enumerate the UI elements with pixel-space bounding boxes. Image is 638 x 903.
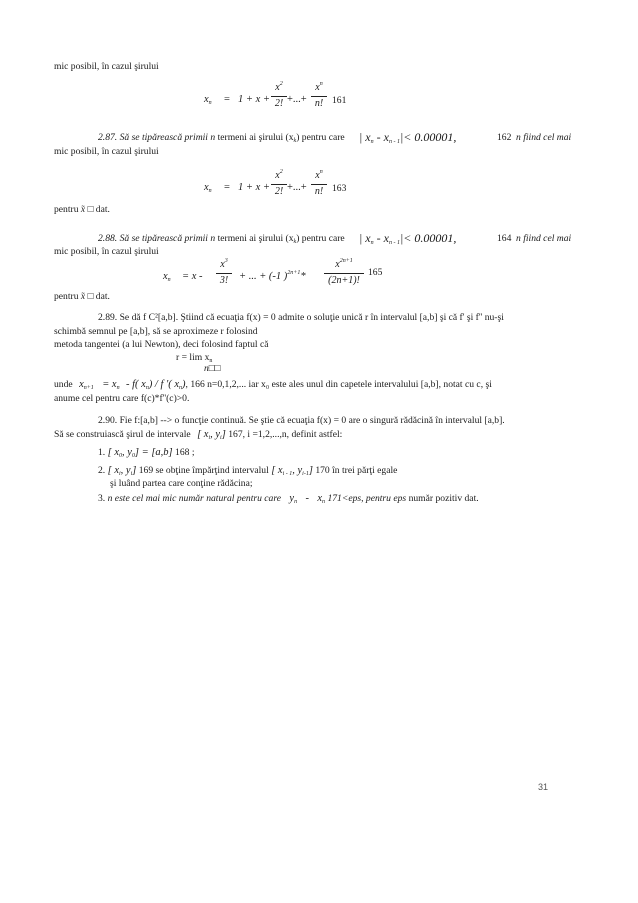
eq-terms: 1 + x + — [238, 94, 270, 105]
problem-text: mic posibil, în cazul şirului — [54, 246, 159, 257]
eq-fraction: $x^n$ n! — [311, 170, 327, 197]
page-number: 31 — [538, 782, 549, 792]
eq-tag: 165 — [368, 267, 383, 278]
problem-text: anume cel pentru care f(c)*f''(c)>0. — [54, 393, 190, 404]
eq-equals: = — [224, 182, 230, 193]
eq-tag: 162 — [497, 132, 512, 143]
pentru-line: pentru x □ dat. — [54, 204, 110, 215]
text-line: mic posibil, în cazul şirului — [54, 61, 159, 72]
eq-dots: + ... + (-1 )$^{2n+1}$* — [239, 270, 306, 282]
list-item: 1. [ x0, y0] = [a,b] 168 ; — [98, 447, 195, 459]
list-item: 2. [ xi, yi] 169 se obţine împărţind intervalul [ xi - 1, yi-1] 170 în trei părţi egale — [98, 465, 398, 477]
eq-dots: +...+ — [287, 182, 307, 193]
problem-text: n fiind cel mai — [516, 233, 572, 244]
eq-equals: = — [224, 94, 230, 105]
problem-text: metoda tangentei (a lui Newton), deci folosind faptul că — [54, 339, 269, 350]
eq-lhs: xn — [204, 94, 212, 106]
eq-mid: = x - — [182, 271, 203, 282]
eq-tag: 164 — [497, 233, 512, 244]
problem-text: schimbă semnul pe [a,b], să se aproximeze r folosind — [54, 326, 258, 337]
limit-under: n□□ — [204, 363, 221, 374]
eq-fraction: $x^{2n+1}$ (2n+1)! — [324, 259, 364, 286]
limit-expression: $r = \lim x_n$ — [176, 352, 213, 364]
condition: | xn - xn - 1|< 0.00001, — [359, 231, 457, 246]
eq-fraction: $x^2$ 2! — [271, 82, 287, 109]
list-item: 3. n este cel mai mic număr natural pentru care yn - xn 171<eps, pentru eps număr pozitiv dat. — [98, 493, 479, 505]
newton-formula: unde xn+1 = xn - f( xn) / f '( xn), 166 n=0,1,2,... iar x₀ este ales unul din capetele intervalului [a,b], notat cu c, şi — [54, 379, 492, 391]
problem-text: Să se construiască şirul de intervale [ xi, yi] 167, i =1,2,...,n, definit astfel: — [54, 429, 343, 441]
eq-terms: 1 + x + — [238, 182, 270, 193]
eq-dots: +...+ — [287, 94, 307, 105]
problem-text: 2.90. Fie f:[a,b] --> o funcţie continuă. Se ştie că ecuaţia f(x) = 0 are o singură rădăcină în intervalul [a,b]. — [98, 415, 505, 426]
eq-lhs: xn — [204, 182, 212, 194]
problem-text: 2.88. Să se tipărească primii n termeni ai şirului $(x_k)$ pentru care — [98, 233, 345, 245]
eq-fraction: $x^3$ 3! — [216, 259, 232, 286]
condition: | xn - xn - 1|< 0.00001, — [359, 130, 457, 145]
eq-fraction: $x^n$ n! — [311, 82, 327, 109]
eq-fraction: $x^2$ 2! — [271, 170, 287, 197]
eq-lhs: xn — [163, 271, 171, 283]
list-item-continuation: şi luând partea care conţine rădăcina; — [110, 478, 253, 489]
eq-tag: 163 — [332, 183, 347, 194]
problem-text: mic posibil, în cazul şirului — [54, 146, 159, 157]
eq-tag: 161 — [332, 95, 347, 106]
problem-text: 2.87. Să se tipărească primii n termeni ai şirului $(x_k)$ pentru care — [98, 132, 345, 144]
problem-text: 2.89. Se dă f C²[a,b]. Ştiind că ecuaţia f(x) = 0 admite o soluţie unică r în intervalul [a,b] şi că f' şi f'' nu-şi — [98, 312, 504, 323]
pentru-line: pentru x □ dat. — [54, 291, 110, 302]
problem-text: n fiind cel mai — [516, 132, 572, 143]
